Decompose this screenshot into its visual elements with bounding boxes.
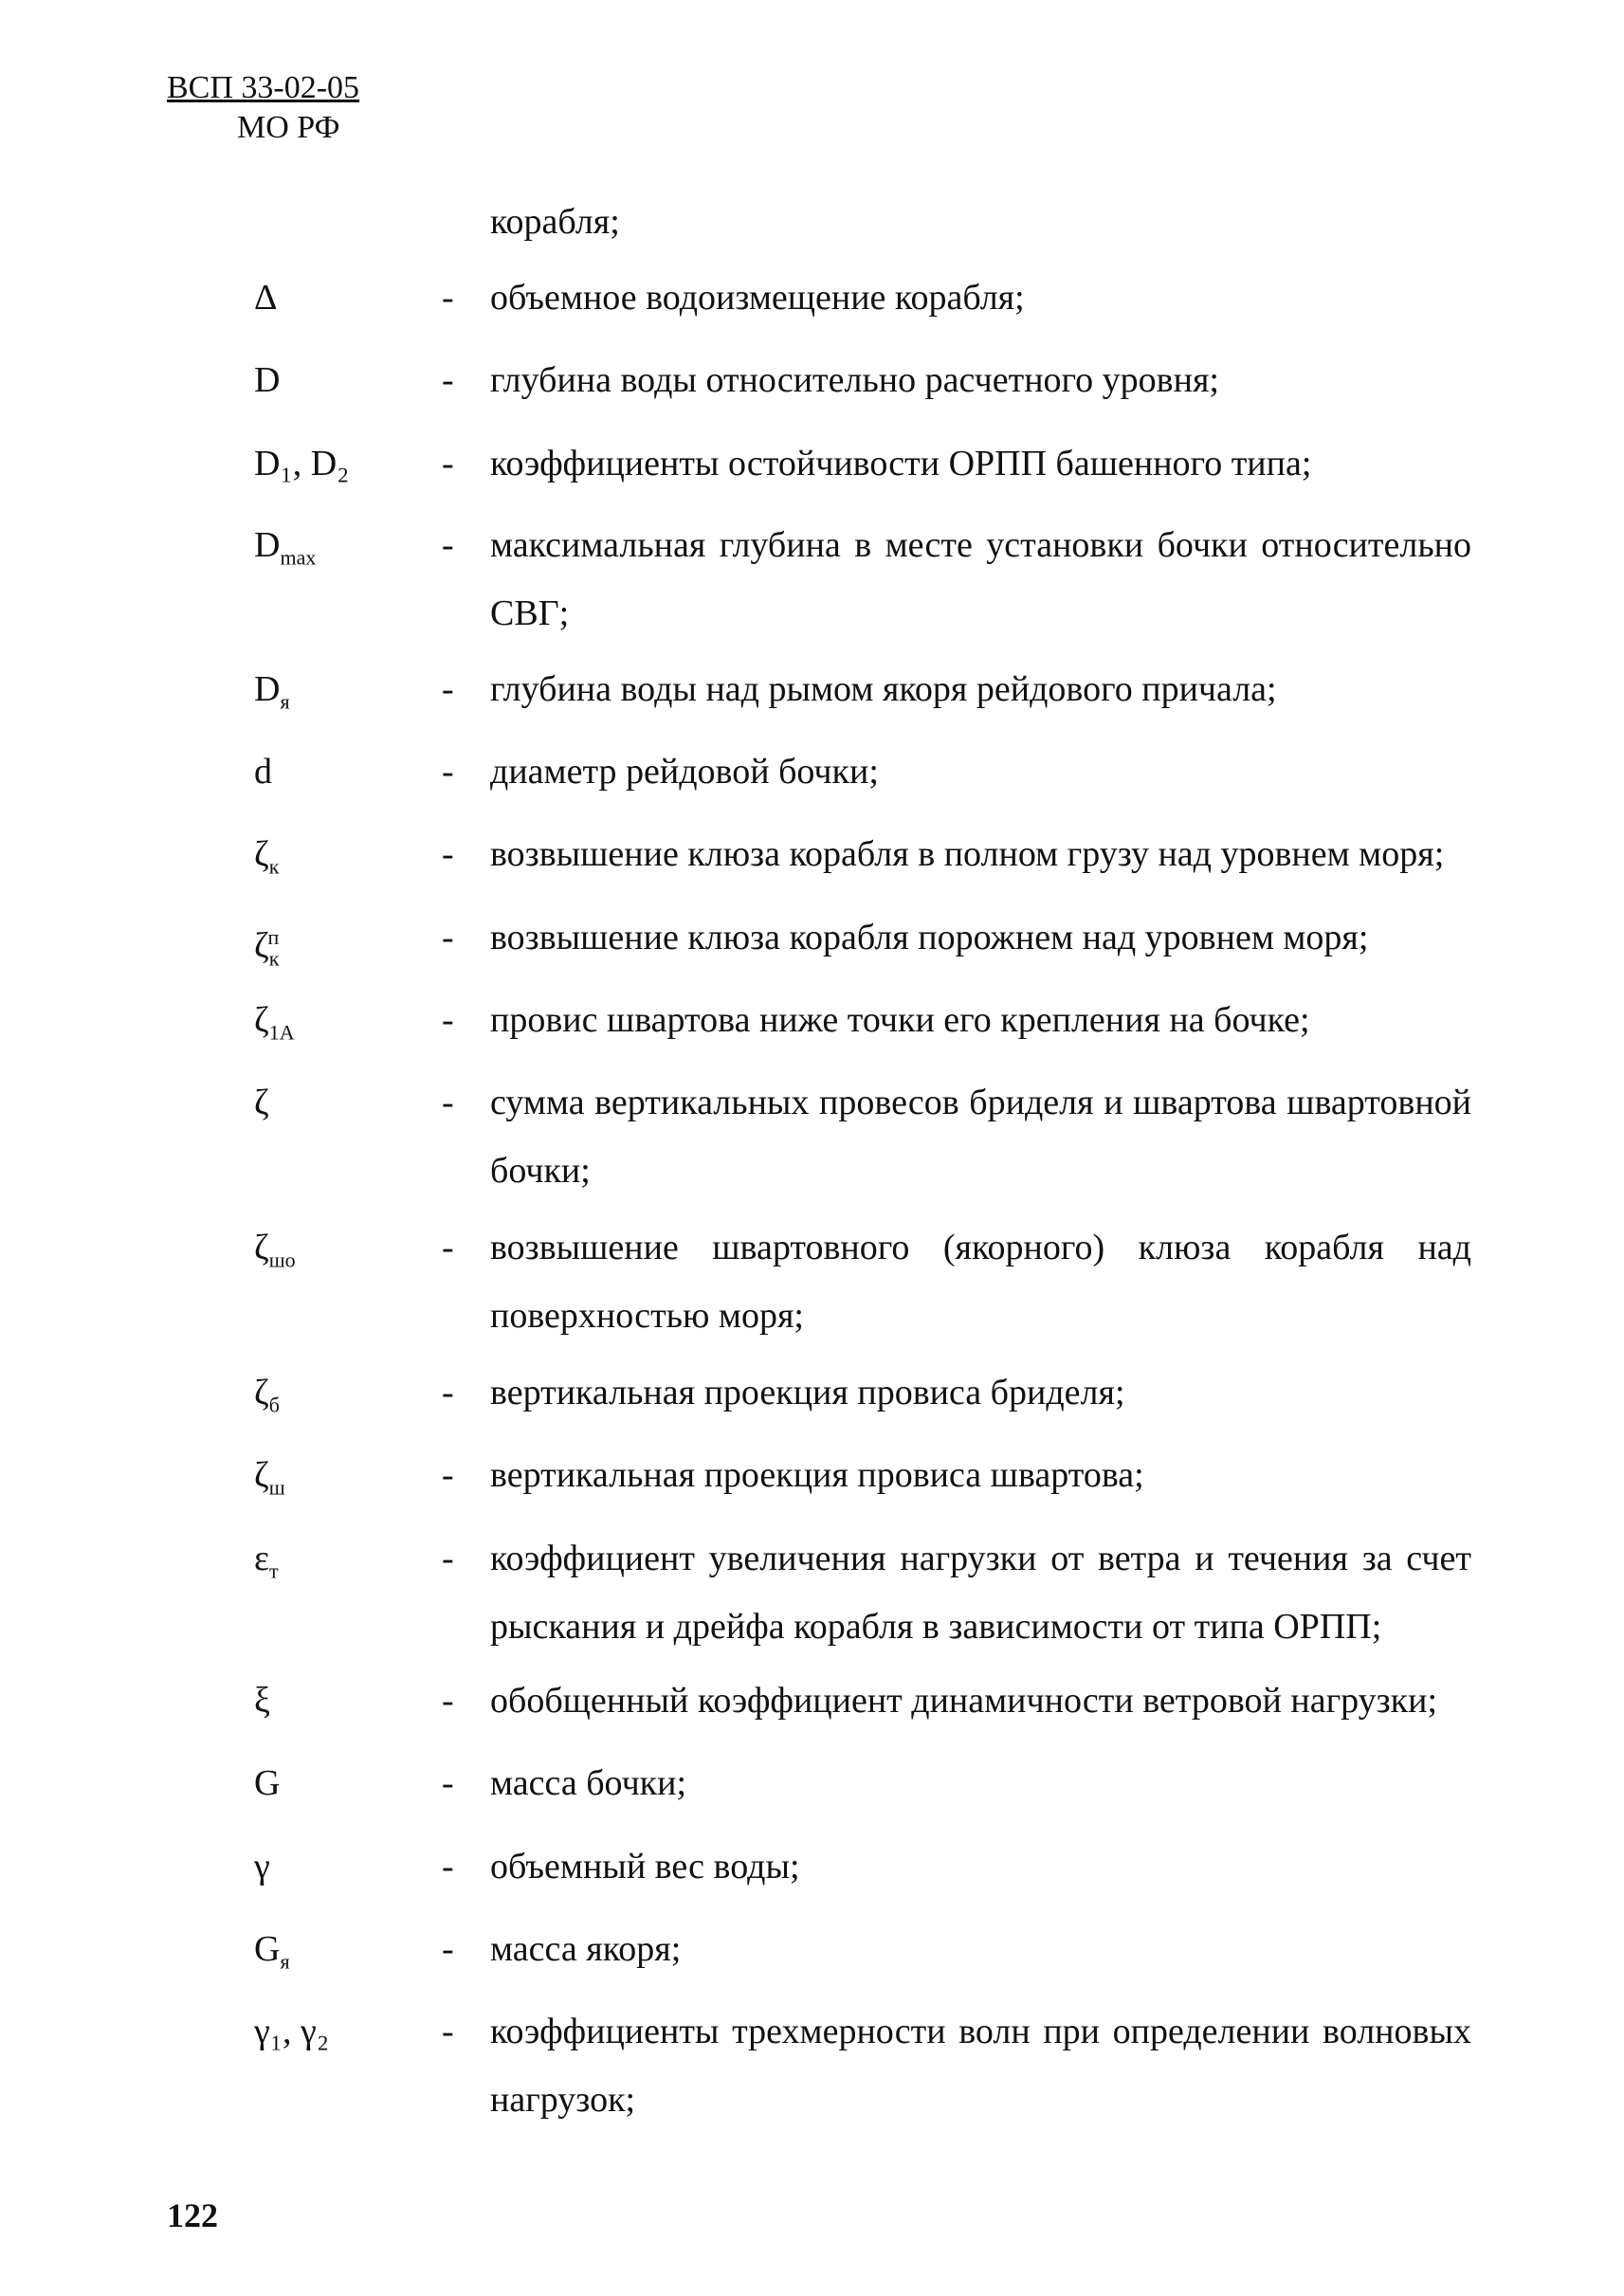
- symbol-subscript: 1А: [268, 1020, 295, 1045]
- symbol: [254, 1372, 280, 1427]
- separator-dash: -: [442, 1373, 454, 1412]
- symbol: [254, 443, 349, 484]
- definition-text: вертикальная проекция провиса бриделя;: [490, 1373, 1125, 1412]
- symbol-superscript: п: [267, 925, 280, 949]
- symbol-base: Δ: [254, 278, 278, 318]
- definition-text: масса бочки;: [490, 1763, 687, 1803]
- separator-dash: -: [442, 1681, 454, 1721]
- symbol: [254, 917, 279, 979]
- separator-dash: -: [442, 752, 454, 792]
- symbol: [254, 668, 290, 723]
- definition-entry: [0, 1538, 1624, 1647]
- symbol-subscript: я: [280, 689, 290, 714]
- definition-text: объемное водоизмещение корабля;: [490, 278, 1025, 318]
- symbol-subscript: б: [268, 1393, 280, 1417]
- symbol-subscript: к: [268, 946, 280, 971]
- definition-text: объемный вес воды;: [490, 1847, 800, 1886]
- symbol: [254, 1928, 290, 1983]
- symbol-subscript: max: [280, 545, 317, 570]
- definition-entry: [0, 1082, 1624, 1191]
- symbol-base: D: [254, 525, 281, 565]
- definition-text: сумма вертикальных провесов бриделя и швартова швартовной бочки;: [490, 1083, 1471, 1191]
- separator-dash: -: [442, 525, 454, 565]
- organization-label: МО РФ: [237, 110, 340, 145]
- symbol: [254, 1538, 279, 1593]
- symbol-base: ζ: [254, 1228, 269, 1267]
- definition-entry: [0, 524, 1624, 633]
- separator-dash: -: [442, 669, 454, 709]
- symbol: [254, 1082, 269, 1123]
- symbol-subscript: т: [268, 1558, 279, 1583]
- separator-dash: -: [442, 278, 454, 318]
- separator-dash: -: [442, 1929, 454, 1969]
- symbol-base: ζ: [254, 1083, 269, 1122]
- separator-dash: -: [442, 834, 454, 874]
- separator-dash: -: [442, 444, 454, 483]
- separator-dash: -: [442, 1083, 454, 1122]
- definition-text: глубина воды над рымом якоря рейдового причала;: [490, 669, 1277, 709]
- separator-dash: -: [442, 360, 454, 400]
- definition-text: масса якоря;: [490, 1929, 682, 1969]
- symbol-base: ζ: [254, 925, 269, 966]
- symbol: [254, 1846, 270, 1887]
- continuation-text: корабля;: [490, 202, 620, 242]
- symbol-base: ζ: [254, 834, 269, 874]
- separator-dash: -: [442, 1000, 454, 1040]
- symbol-subscript: я: [280, 1949, 290, 1974]
- definition-text: коэффициенты остойчивости ОРПП башенного типа;: [490, 444, 1312, 483]
- definition-text: коэффициенты трехмерности волн при определении волновых нагрузок;: [490, 2012, 1471, 2120]
- symbol: [254, 277, 277, 319]
- page-number: 122: [167, 2196, 218, 2234]
- separator-dash: -: [442, 1539, 454, 1578]
- definition-text: коэффициент увеличения нагрузки от ветра и течения за счет рыскания и дрейфа корабля в зависимости от типа ОРПП;: [490, 1539, 1471, 1647]
- symbol-subscript: к: [268, 854, 280, 879]
- symbol: [254, 1454, 285, 1509]
- definition-text: провис швартова ниже точки его крепления на бочке;: [490, 1000, 1310, 1040]
- definition-text: вертикальная проекция провиса швартова;: [490, 1455, 1144, 1495]
- definition-text: возвышение клюза корабля в полном грузу над уровнем моря;: [490, 834, 1445, 874]
- separator-dash: -: [442, 1763, 454, 1803]
- symbol-base: ζ: [254, 1455, 269, 1495]
- definition-text: возвышение швартовного (якорного) клюза корабля над поверхностью моря;: [490, 1228, 1471, 1336]
- separator-dash: -: [442, 918, 454, 957]
- symbol-base: ξ: [254, 1681, 270, 1721]
- separator-dash: -: [442, 2012, 454, 2051]
- symbol-base: ζ: [254, 1373, 269, 1412]
- symbol-base: ζ: [254, 1000, 269, 1040]
- symbol-base: D: [254, 669, 281, 709]
- symbol: [254, 751, 272, 793]
- separator-dash: -: [442, 1228, 454, 1267]
- symbol: [254, 524, 316, 579]
- symbol-base: G: [254, 1929, 281, 1969]
- symbol-base: γ: [254, 1847, 270, 1886]
- symbol-base: D: [254, 360, 281, 400]
- symbol: [254, 999, 295, 1054]
- symbol: [254, 1762, 280, 1804]
- definition-text: диаметр рейдовой бочки;: [490, 752, 879, 792]
- symbol: [254, 833, 279, 888]
- definition-text: глубина воды относительно расчетного уровня;: [490, 360, 1219, 400]
- symbol-base: G: [254, 1763, 281, 1803]
- definition-text: максимальная глубина в месте установки бочки относительно СВГ;: [490, 525, 1471, 633]
- document-code: ВСП 33-02-05: [167, 70, 360, 105]
- definition-text: обобщенный коэффициент динамичности ветровой нагрузки;: [490, 1681, 1438, 1721]
- symbol: [254, 2011, 329, 2052]
- symbol: [254, 359, 280, 401]
- symbol-base: γ₁, γ₂: [254, 2012, 330, 2051]
- symbol: [254, 1227, 296, 1282]
- definition-text: возвышение клюза корабля порожнем над уровнем моря;: [490, 918, 1369, 957]
- symbol: [254, 1680, 270, 1722]
- separator-dash: -: [442, 1455, 454, 1495]
- symbol-base: ε: [254, 1539, 269, 1578]
- symbol-base: d: [254, 752, 272, 792]
- definition-entry: [0, 1227, 1624, 1336]
- symbol-subscript: шо: [268, 1248, 296, 1272]
- separator-dash: -: [442, 1847, 454, 1886]
- document-header: [167, 68, 359, 148]
- symbol-base: D₁, D₂: [254, 444, 350, 483]
- definition-entry: [0, 2011, 1624, 2120]
- symbol-subscript: ш: [268, 1475, 285, 1500]
